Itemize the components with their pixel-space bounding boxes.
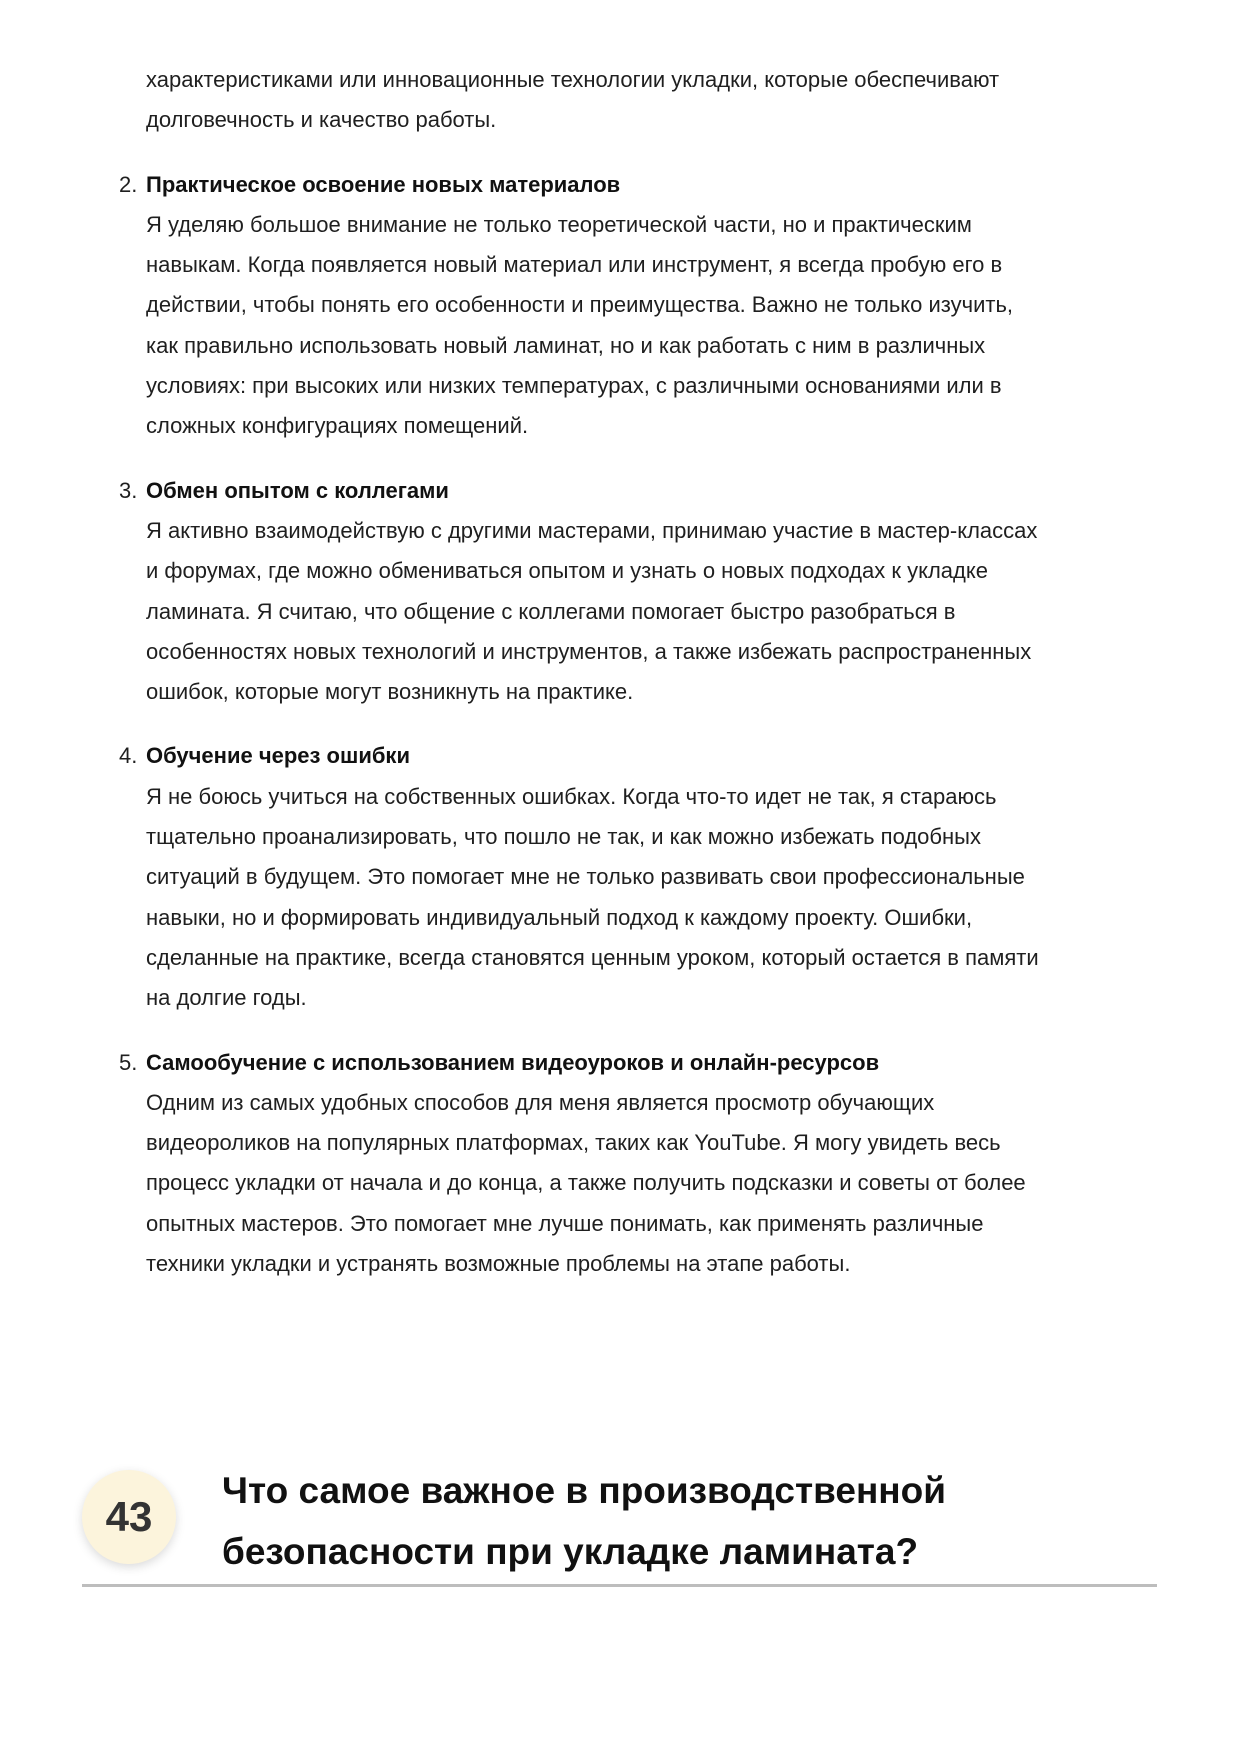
- text-line: условиях: при высоких или низких температурах, с различными основаниями или в: [146, 373, 1002, 399]
- text-line: как правильно использовать новый ламинат, но и как работать с ним в различных: [146, 332, 986, 358]
- text-line: на долгие годы.: [146, 985, 307, 1011]
- text-line: ситуаций в будущем. Это помогает мне не только развивать свои профессиональные: [146, 864, 1025, 890]
- list-number: 4.: [119, 743, 138, 769]
- list-item-title: Обучение через ошибки: [146, 743, 410, 769]
- section-title: [222, 1460, 946, 1582]
- text-line: долговечность и качество работы.: [146, 107, 497, 133]
- text-line: Я не боюсь учиться на собственных ошибках. Когда что-то идет не так, я стараюсь: [146, 783, 997, 809]
- text-line: сложных конфигурациях помещений.: [146, 413, 529, 439]
- text-line: опытных мастеров. Это помогает мне лучше понимать, как применять различные: [146, 1210, 984, 1236]
- list-number: 3.: [119, 477, 138, 503]
- text-line: тщательно проанализировать, что пошло не так, и как можно избежать подобных: [146, 824, 981, 850]
- text-line: ламината. Я считаю, что общение с коллегами помогает быстро разобраться в: [146, 598, 956, 624]
- list-number: 5.: [119, 1049, 138, 1075]
- document-body: [119, 60, 1186, 1284]
- text-line: навыкам. Когда появляется новый материал или инструмент, я всегда пробую его в: [146, 252, 1003, 278]
- list-item-title: Обмен опытом с коллегами: [146, 477, 449, 503]
- list-item: [119, 1043, 1186, 1285]
- text-line: навыки, но и формировать индивидуальный подход к каждому проекту. Ошибки,: [146, 904, 973, 930]
- text-line: и форумах, где можно обмениваться опытом и узнать о новых подходах к укладке: [146, 558, 988, 584]
- section-title-line: Что самое важное в производственной: [222, 1470, 946, 1511]
- section-number-badge: 43: [82, 1470, 176, 1564]
- list-item-title: Практическое освоение новых материалов: [146, 171, 621, 197]
- list-item: [119, 736, 1186, 1018]
- text-line: сделанные на практике, всегда становятся ценным уроком, который остается в памяти: [146, 944, 1039, 970]
- list-item: [119, 471, 1186, 713]
- text-line: Я активно взаимодействую с другими мастерами, принимаю участие в мастер-классах: [146, 517, 1038, 543]
- text-line: действии, чтобы понять его особенности и преимущества. Важно не только изучить,: [146, 292, 1014, 318]
- list-number: 2.: [119, 171, 138, 197]
- section-title-line: безопасности при укладке ламината?: [222, 1531, 919, 1572]
- intro-paragraph: [146, 60, 1186, 141]
- text-line: Одним из самых удобных способов для меня является просмотр обучающих: [146, 1089, 935, 1115]
- text-line: видеороликов на популярных платформах, таких как YouTube. Я могу увидеть весь: [146, 1130, 1001, 1156]
- divider: [82, 1584, 1157, 1587]
- list-item-title: Самообучение с использованием видеоуроков и онлайн-ресурсов: [146, 1049, 880, 1075]
- text-line: Я уделяю большое внимание не только теоретической части, но и практическим: [146, 211, 972, 237]
- text-line: характеристиками или инновационные технологии укладки, которые обеспечивают: [146, 67, 1000, 92]
- text-line: процесс укладки от начала и до конца, а также получить подсказки и советы от более: [146, 1170, 1026, 1196]
- text-line: особенностях новых технологий и инструментов, а также избежать распространенных: [146, 638, 1032, 664]
- list-item: [119, 165, 1186, 447]
- text-line: ошибок, которые могут возникнуть на практике.: [146, 679, 634, 705]
- text-line: техники укладки и устранять возможные проблемы на этапе работы.: [146, 1251, 851, 1277]
